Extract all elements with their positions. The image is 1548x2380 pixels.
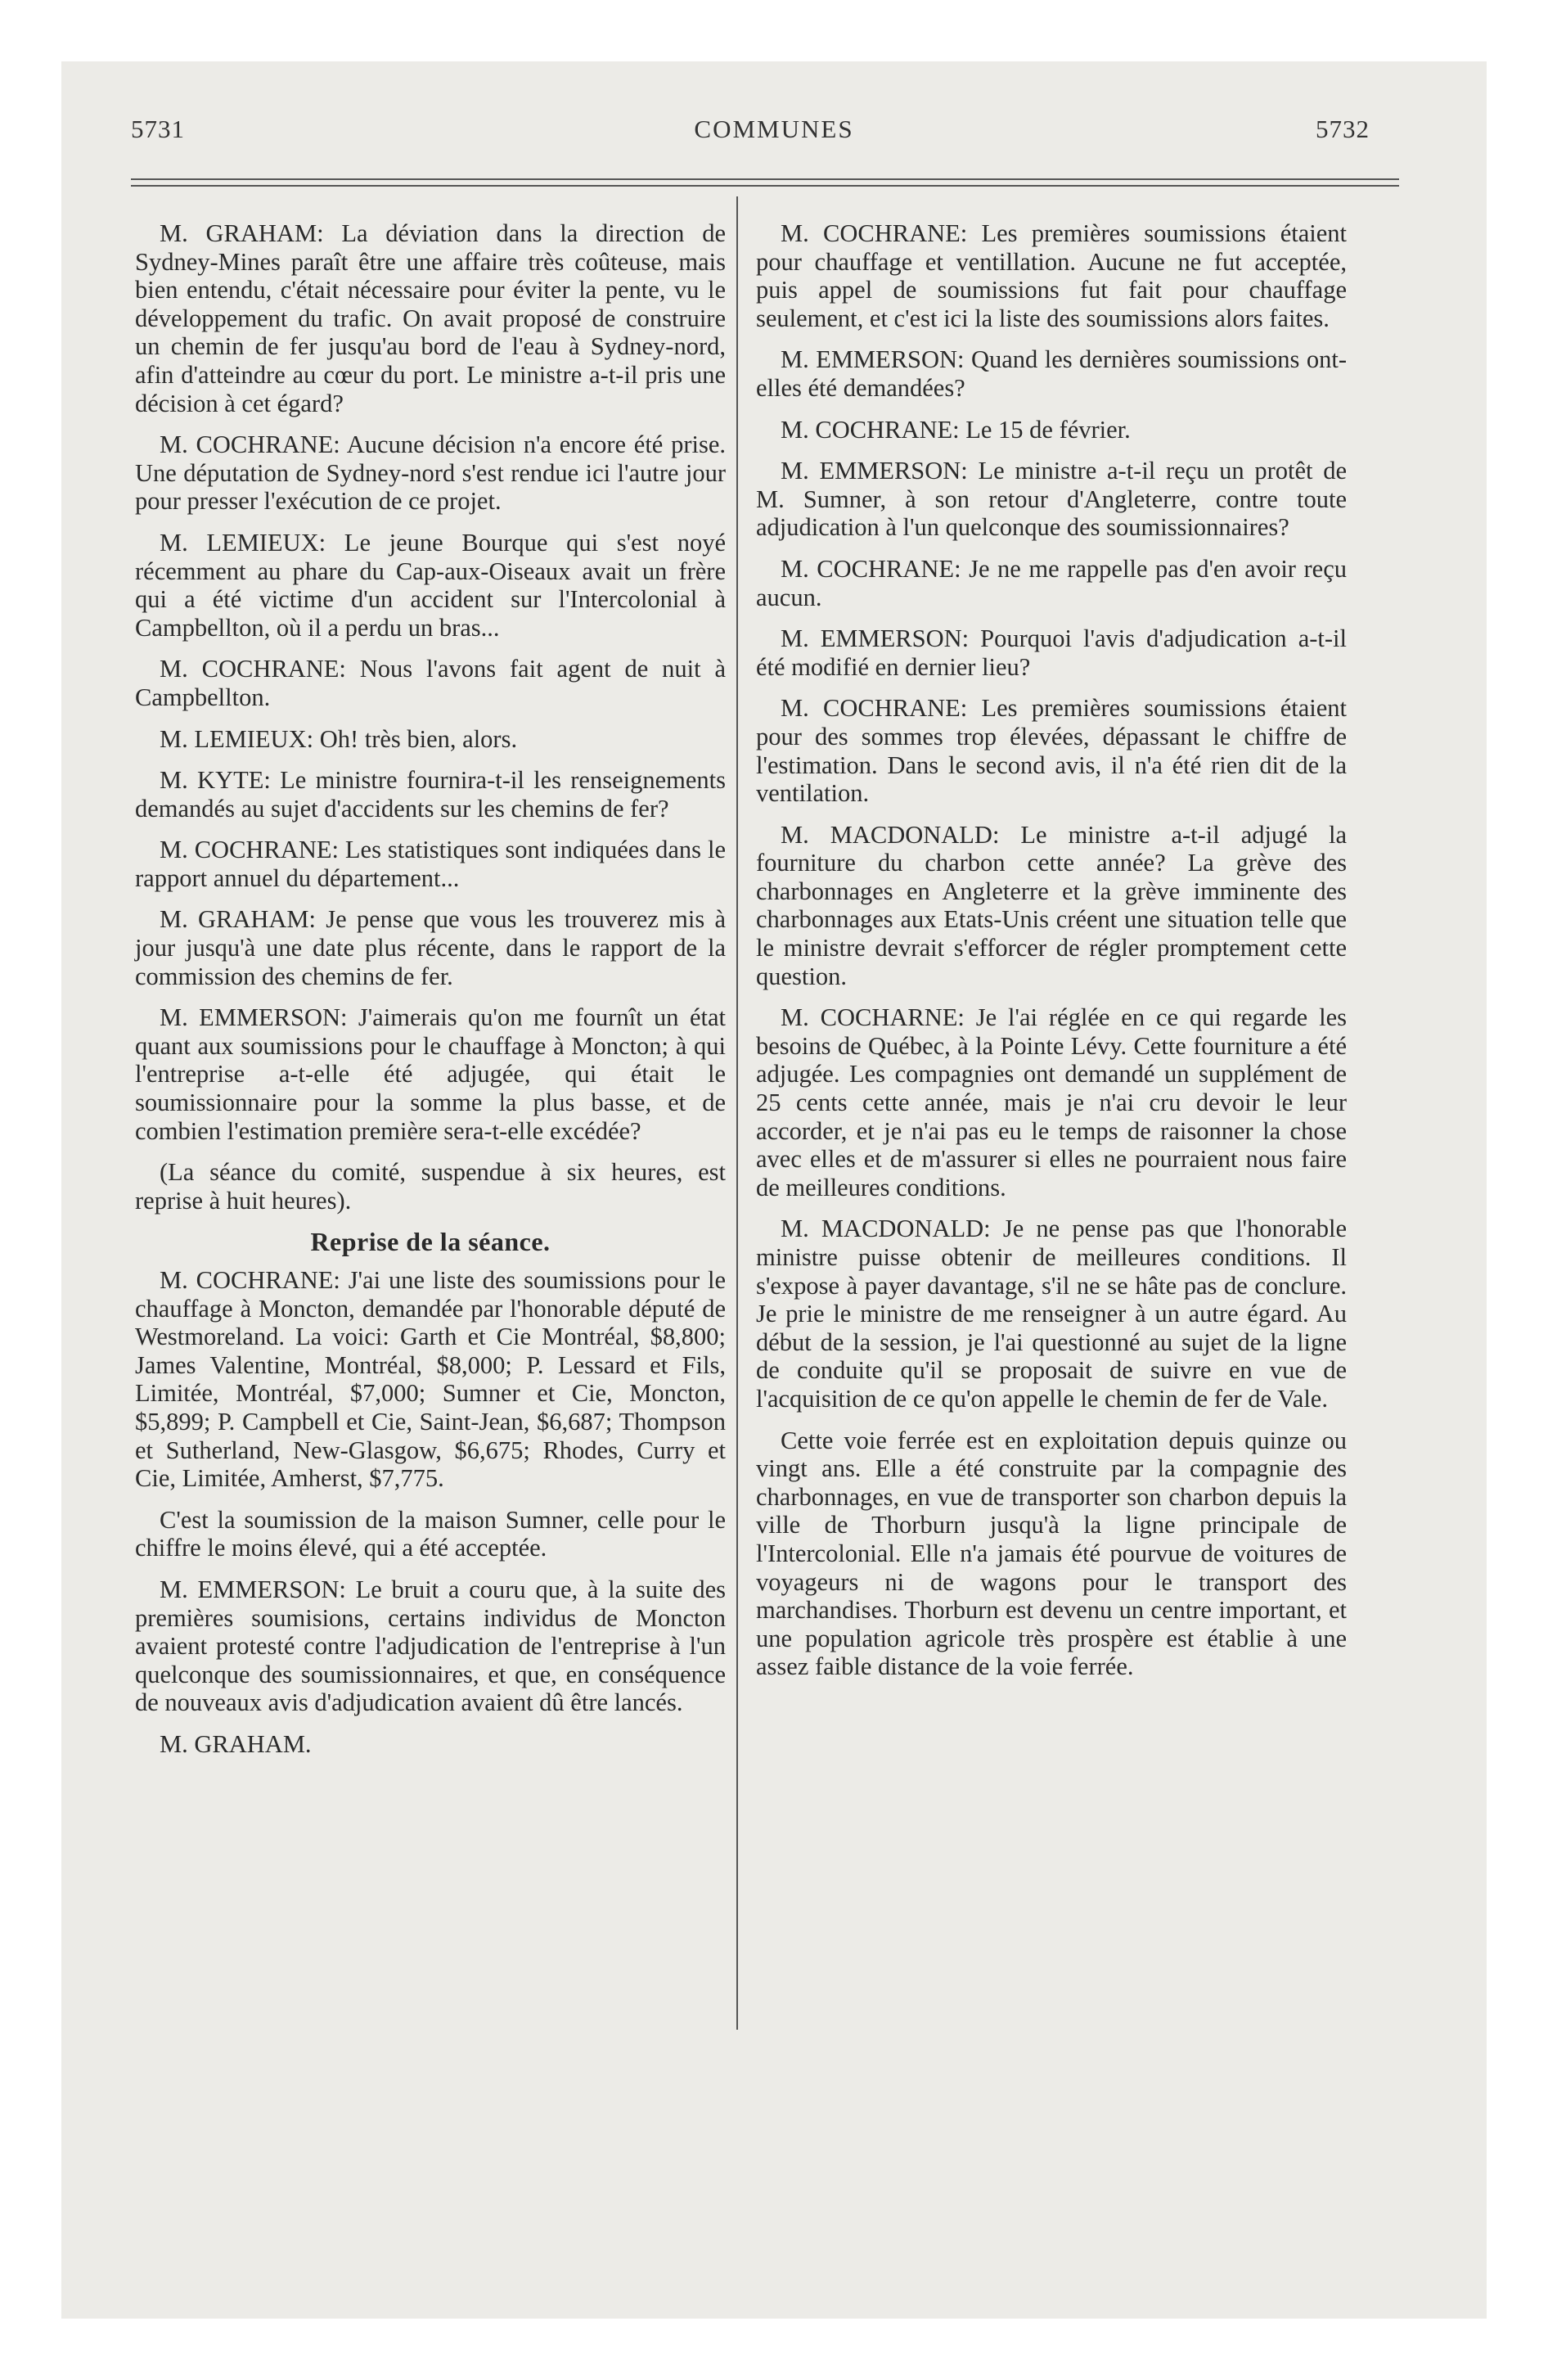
paragraph: M. COCHRANE: Le 15 de février. (781, 415, 1131, 444)
paragraph: M. COCHRANE: Nous l'avons fait agent de nuit à Campbellton. (135, 655, 726, 711)
paragraph: M. EMMERSON: Pourquoi l'avis d'adjudication a-t-il été modifié en dernier lieu? (756, 624, 1347, 681)
paragraph: M. COCHRANE: J'ai une liste des soumissions pour le chauffage à Moncton, demandée par l'honorable député de Westmoreland. La voici: Garth et Cie Montréal, $8,800; James Valentine, Montréal, $8,000; P. Lessard et Fils, Limitée, Montréal, $7,000; Sumner et Cie, Moncton, $5,899; P. Campbell et Cie, Saint-Jean, $6,687; Thompson et Sutherland, New-Glasgow, $6,675; Rhodes, Curry et Cie, Limitée, Amherst, $7,775. (135, 1266, 726, 1493)
paragraph: M. COCHRANE: Les premières soumissions étaient pour chauffage et ventillation. Aucune ne fut acceptée, puis appel de soumissions fut fait pour chauffage seulement, et c'est ici la liste des soumissions alors faites. (756, 219, 1347, 332)
paragraph: C'est la soumission de la maison Sumner, celle pour le chiffre le moins élevé, qui a été acceptée. (135, 1505, 726, 1562)
paragraph: M. LEMIEUX: Oh! très bien, alors. (160, 724, 518, 753)
paragraph: M. EMMERSON: Le ministre a-t-il reçu un protêt de M. Sumner, à son retour d'Angleterre, contre toute adjudication à l'un quelconque des soumissionnaires? (756, 457, 1347, 542)
paragraph: M. COCHRANE: Les premières soumissions étaient pour des sommes trop élevées, dépassant le chiffre de l'estimation. Dans le second avis, il n'a été rien dit de la ventilation. (756, 694, 1347, 808)
paragraph: M. EMMERSON: J'aimerais qu'on me fournît un état quant aux soumissions pour le chauffage à Moncton; à qui l'entreprise a-t-elle été adjugée, qui était le soumissionnaire pour la somme la plus basse, et de combien l'estimation première sera-t-elle excédée? (135, 1003, 726, 1145)
page-header-title: COMMUNES (694, 115, 854, 143)
paragraph: M. COCHARNE: Je l'ai réglée en ce qui regarde les besoins de Québec, à la Pointe Lévy. Cette fourniture a été adjugée. Les compagnies ont demandé un supplément de 25 cents cette année, mais je n'ai cru devoir le leur accorder, et je n'ai pas eu le temps de raisonner la chose avec elles et de m'assurer si elles ne pourraient nous faire de meilleures conditions. (756, 1003, 1347, 1201)
paragraph: M. GRAHAM. (160, 1729, 312, 1758)
paragraph: M. MACDONALD: Le ministre a-t-il adjugé la fourniture du charbon cette année? La grève des charbonnages en Angleterre et la grève imminente des charbonnages aux Etats-Unis créent une situation telle que le ministre devrait s'efforcer de régler promptement cette question. (756, 820, 1347, 990)
paragraph: Cette voie ferrée est en exploitation depuis quinze ou vingt ans. Elle a été construite par la compagnie des charbonnages, en vue de transporter son charbon depuis la ville de Thorburn jusqu'à la ligne principale de l'Intercolonial. Elle n'a jamais été pourvue de voitures de voyageurs ni de wagons pour le transport des marchandises. Thorburn est devenu un centre important, et une population agricole très prospère est établie à une assez faible distance de la voie ferrée. (756, 1426, 1347, 1681)
paragraph: M. COCHRANE: Aucune décision n'a encore été prise. Une députation de Sydney-nord s'est rendue ici l'autre jour pour presser l'exécution de ce projet. (135, 430, 726, 516)
page-number-left: 5731 (131, 115, 185, 143)
paragraph: M. EMMERSON: Quand les dernières soumissions ont-elles été demandées? (756, 345, 1347, 402)
paragraph: (La séance du comité, suspendue à six heures, est reprise à huit heures). (135, 1158, 726, 1215)
paragraph: M. MACDONALD: Je ne pense pas que l'honorable ministre puisse obtenir de meilleures conditions. Il s'expose à payer davantage, s'il ne se hâte pas de conclure. Je prie le ministre de me renseigner à un autre égard. Au début de la session, je l'ai questionné au sujet de la ligne de conduite qu'il se proposait de suivre en vue de l'acquisition de ce qu'on appelle le chemin de fer de Vale. (756, 1215, 1347, 1413)
paragraph: M. GRAHAM: Je pense que vous les trouverez mis à jour jusqu'à une date plus récente, dans le rapport de la commission des chemins de fer. (135, 905, 726, 990)
paragraph: M. GRAHAM: La déviation dans la direction de Sydney-Mines paraît être une affaire très coûteuse, mais bien entendu, c'était nécessaire pour éviter la pente, vu le développement du trafic. On avait proposé de construire un chemin de fer jusqu'au bord de l'eau à Sydney-nord, afin d'atteindre au cœur du port. Le ministre a-t-il pris une décision à cet égard? (135, 219, 726, 417)
paragraph: M. EMMERSON: Le bruit a couru que, à la suite des premières soumisions, certains individus de Moncton avaient protesté contre l'adjudication de l'entreprise à l'un quelconque des soumissionnaires, et que, en conséquence de nouveaux avis d'adjudication avaient dû être lancés. (135, 1575, 726, 1717)
section-heading: Reprise de la séance. (310, 1227, 551, 1257)
column-divider (736, 196, 738, 2030)
right-column (756, 219, 1347, 1694)
page-number-right: 5732 (1316, 115, 1370, 143)
paragraph: M. COCHRANE: Les statistiques sont indiquées dans le rapport annuel du département... (135, 836, 726, 892)
left-column (135, 219, 726, 1772)
paragraph: M. KYTE: Le ministre fournira-t-il les renseignements demandés au sujet d'accidents sur les chemins de fer? (135, 766, 726, 823)
header-rule-top (131, 178, 1399, 180)
paragraph: M. COCHRANE: Je ne me rappelle pas d'en avoir reçu aucun. (756, 554, 1347, 611)
header-rule-bottom (131, 185, 1399, 187)
paragraph: M. LEMIEUX: Le jeune Bourque qui s'est noyé récemment au phare du Cap-aux-Oiseaux avait un frère qui a été victime d'un accident sur l'Intercolonial à Campbellton, où il a perdu un bras... (135, 528, 726, 642)
